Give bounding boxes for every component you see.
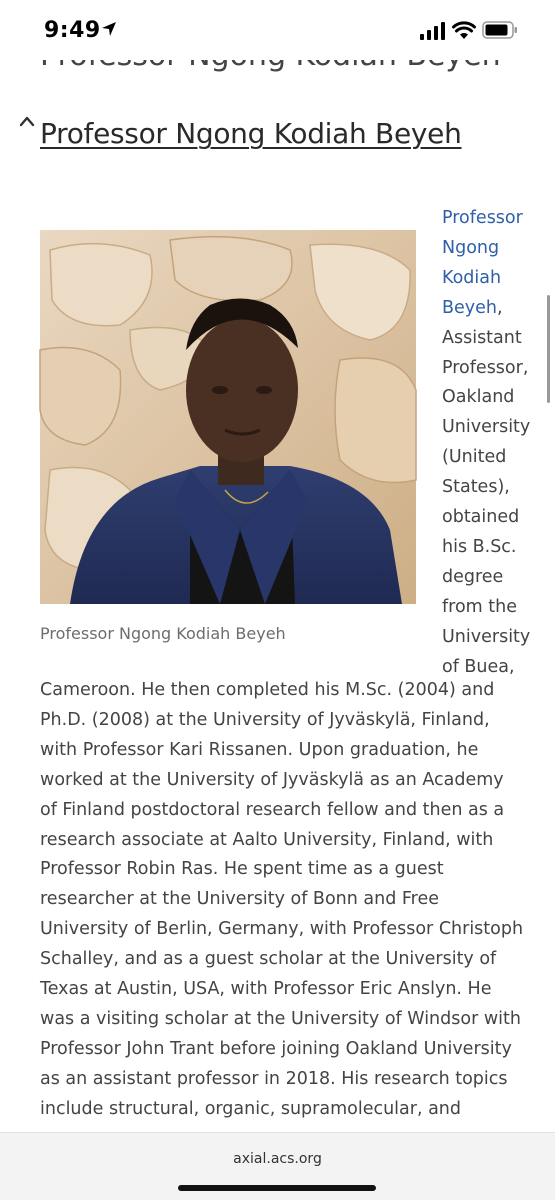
name-link-line[interactable]: Professor	[442, 208, 523, 228]
name-link-line[interactable]: Ngong	[442, 237, 500, 258]
photo-caption: Professor Ngong Kodiah Beyeh	[40, 624, 286, 643]
bio-line: University	[442, 417, 531, 438]
bio-side-column	[442, 204, 552, 683]
professor-photo	[40, 230, 416, 604]
bio-line: his B.Sc.	[442, 536, 517, 557]
location-arrow-icon	[100, 20, 118, 38]
bio-line: with Professor Kari Rissanen. Upon graduation, he	[40, 739, 479, 760]
browser-url-bar[interactable]	[0, 1132, 555, 1200]
bio-line: Professor John Trant before joining Oakland University	[40, 1038, 512, 1059]
bio-line: worked at the University of Jyväskylä as an Academy	[40, 769, 504, 790]
bio-line: of Finland postdoctoral research fellow and then as a	[40, 799, 505, 820]
section-title-link[interactable]: Professor Ngong Kodiah Beyeh	[40, 117, 462, 150]
bio-line: Schalley, and as a guest scholar at the University of	[40, 949, 497, 970]
bio-line: Assistant	[442, 327, 522, 348]
url-text[interactable]: axial.acs.org	[233, 1151, 322, 1167]
battery-icon	[482, 21, 518, 39]
bio-line: as an assistant professor in 2018. His research topics	[40, 1068, 508, 1089]
home-indicator[interactable]	[178, 1185, 376, 1191]
bio-body-text	[40, 676, 540, 1125]
bio-line: (United	[442, 447, 507, 468]
name-link-line[interactable]: Beyeh	[442, 297, 497, 318]
bio-line: States),	[442, 477, 510, 498]
bio-line: Professor Robin Ras. He spent time as a guest	[40, 859, 444, 880]
status-time: 9:49	[44, 18, 101, 43]
bio-line: University	[442, 626, 531, 647]
article-content[interactable]	[0, 60, 555, 1132]
bio-line: University of Berlin, Germany, with Professor Christoph	[40, 919, 524, 940]
collapse-caret-icon[interactable]	[18, 114, 36, 128]
scroll-indicator[interactable]	[547, 295, 550, 403]
bio-line: was a visiting scholar at the University of Windsor with	[40, 1008, 521, 1029]
bio-line: include structural, organic, supramolecular, and	[40, 1098, 461, 1119]
bio-line: obtained	[442, 507, 520, 528]
bio-line: Texas at Austin, USA, with Professor Eric Anslyn. He	[40, 979, 492, 1000]
cellular-signal-icon	[420, 22, 446, 40]
status-bar	[0, 0, 555, 60]
bio-line: researcher at the University of Bonn and Free	[40, 889, 440, 910]
bio-line: from the	[442, 596, 518, 617]
bio-line: research associate at Aalto University, Finland, with	[40, 829, 494, 850]
bio-line: Oakland	[442, 387, 515, 408]
bio-line: Cameroon. He then completed his M.Sc. (2004) and	[40, 680, 495, 700]
bio-line: Professor,	[442, 357, 529, 378]
name-link-last-line[interactable]: Beyeh,	[442, 297, 503, 318]
bio-line: degree	[442, 566, 504, 587]
wifi-icon	[452, 20, 476, 40]
bio-line: Ph.D. (2008) at the University of Jyväskylä, Finland,	[40, 709, 490, 730]
name-link-line[interactable]: Kodiah	[442, 267, 502, 288]
bio-line: of Buea,	[442, 656, 515, 677]
